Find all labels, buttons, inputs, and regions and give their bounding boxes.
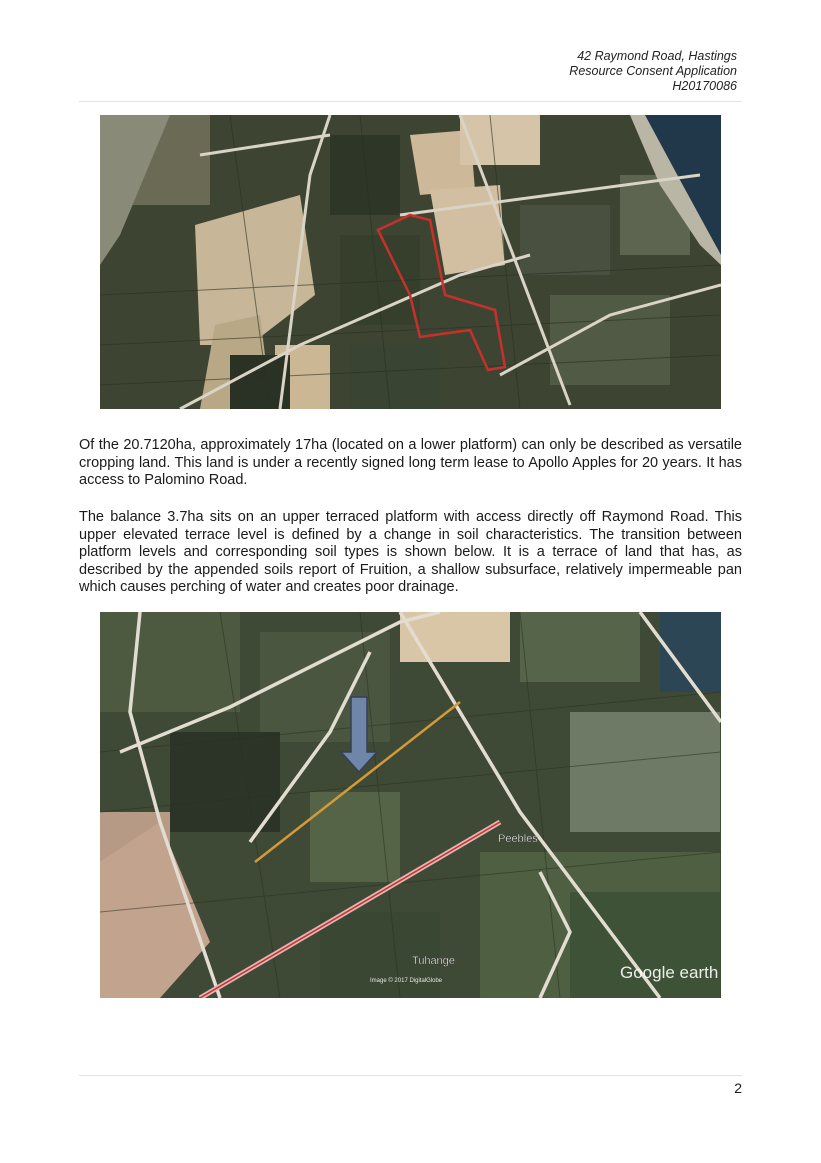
header-reference: H20170086 bbox=[672, 79, 737, 93]
aerial-photo-2-drawing bbox=[100, 612, 721, 998]
header-divider bbox=[79, 101, 742, 102]
map-label-tuhange: Tuhange bbox=[412, 955, 456, 967]
header-address: 42 Raymond Road, Hastings bbox=[577, 49, 737, 63]
google-earth-watermark: Google earth bbox=[620, 963, 719, 982]
aerial-photo-terrace-transition bbox=[100, 612, 721, 998]
footer-divider bbox=[79, 1075, 742, 1076]
page-number: 2 bbox=[734, 1080, 742, 1096]
paragraph-terrace-description: The balance 3.7ha sits on an upper terraced platform with access directly off Raymond Road. This upper elevated terrace level is defined by a change in soil characteristics. The transition between platform levels and corresponding soil types is shown below. It is a terrace of land that has, as described by the appended soils report of Fruition, a shallow subsurface, relatively impermeable pan which causes perching of water and creates poor drainage. bbox=[79, 509, 742, 596]
aerial-photo-1-drawing bbox=[100, 115, 721, 409]
map-label-peebles: Peebles bbox=[498, 833, 538, 845]
paragraph-land-description: Of the 20.7120ha, approximately 17ha (located on a lower platform) can only be described as versatile cropping land. This land is under a recently signed long term lease to Apollo Apples for 20 years. It has access to Palomino Road. bbox=[79, 437, 742, 489]
aerial-photo-site-boundary bbox=[100, 115, 721, 409]
document-header bbox=[569, 49, 737, 94]
imagery-credit: Image © 2017 DigitalGlobe bbox=[370, 978, 443, 984]
header-title: Resource Consent Application bbox=[569, 64, 737, 78]
